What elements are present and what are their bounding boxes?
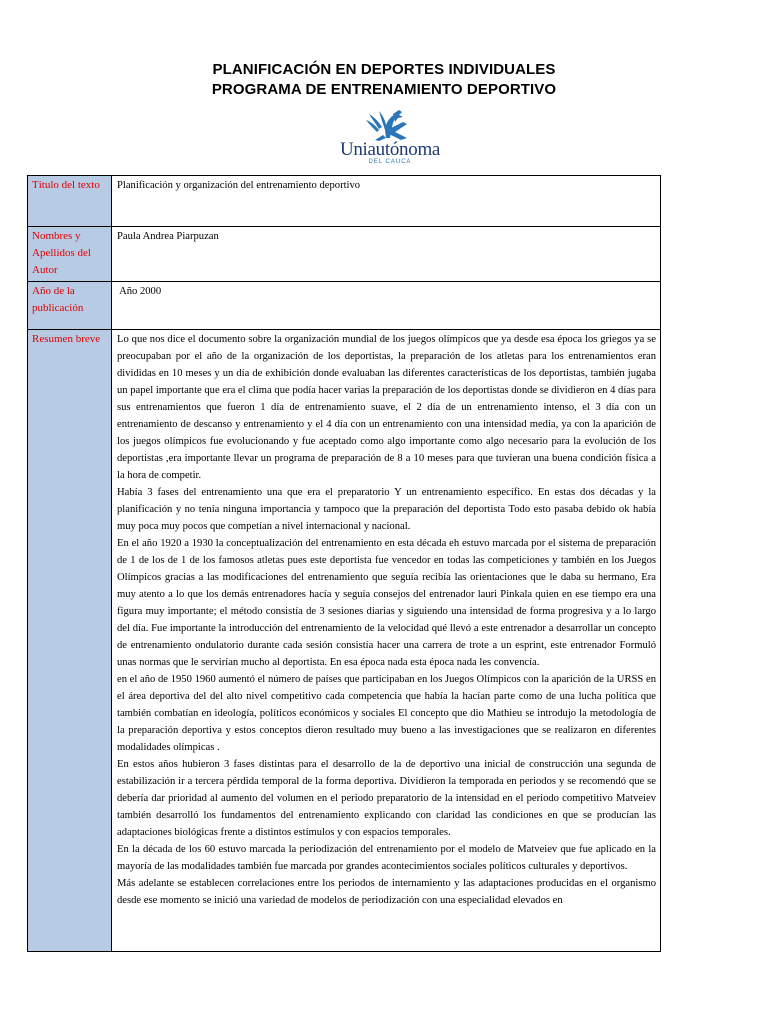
row-label-summary: Resumen breve — [28, 330, 112, 952]
summary-paragraph: Más adelante se establecen correlaciones entre los periodos de internamiento y las adaptaciones producidas en el organismo desde ese momento se inició una variedad de modelos de periodización con una especialidad elevados en — [117, 878, 656, 906]
summary-paragraph: En la década de los 60 estuvo marcada la periodización del entrenamiento por el modelo de Matveiev que fue aplicado en la mayoría de las modalidades también fue marcada por grandes acontecimientos sociales políticos culturales y deportivos. — [117, 844, 656, 872]
logo-subtitle: DEL CAUCA — [368, 159, 412, 165]
summary-paragraph: En estos años hubieron 3 fases distintas para el desarrollo de la de deportivo una inicial de construcción una segunda de estabilización ir a tercera pérdida temporal de la forma deportiva. Dividieron la temporada en periodos y se recomendó que se debería dar prioridad al aumento del volumen en el periodo preparatorio de la intensidad en el periodo competitivo Matveiev también desarrolló los fundamentos del entrenamiento explicando con claridad las condiciones en que se producían las adaptaciones biológicas frente a distintos estímulos y con espacios temporales. — [117, 759, 656, 838]
table-row — [28, 330, 661, 952]
row-label-author: Nombres y Apellidos del Autor — [28, 227, 112, 282]
summary-paragraph: en el año de 1950 1960 aumentó el número de países que participaban en los Juegos Olímpicos con la aparición de la URSS en el área deportiva del del alto nivel competitivo cada competencia que había la hacían parte como de una lucha política que también combatían en ideología, políticos económicos y sociales El concepto que dio Mathieu se introdujo la metodología de la preparación deportiva y estos conceptos dieron resultado muy bueno a las investigaciones que se realizaron en diferentes modalidades olímpicas . — [117, 674, 656, 753]
table-row — [28, 282, 661, 330]
row-label-title: Título del texto — [28, 176, 112, 227]
page-title-line1: PLANIFICACIÓN EN DEPORTES INDIVIDUALES — [212, 61, 556, 78]
summary-paragraph: Había 3 fases del entrenamiento una que era el preparatorio Y un entrenamiento específico. En estas dos décadas y la planificación y no tenía ninguna importancia y tampoco que la preparación del deportista Todo esto pasaba debido ok había muy poca muy pocos que competían a nivel internacional y nacional. — [117, 487, 656, 532]
university-logo — [330, 108, 450, 168]
table-row — [28, 176, 661, 227]
row-value-year: Año 2000 — [112, 282, 661, 330]
row-label-year: Año de la publicación — [28, 282, 112, 330]
row-value-title: Planificación y organización del entrenamiento deportivo — [112, 176, 661, 227]
logo-wordmark: Uniautónoma — [339, 139, 441, 160]
row-value-summary — [112, 330, 661, 952]
griffin-icon — [355, 108, 425, 142]
page-title-line2: PROGRAMA DE ENTRENAMIENTO DEPORTIVO — [211, 81, 557, 98]
row-value-author: Paula Andrea Piarpuzan — [112, 227, 661, 282]
table-row — [28, 227, 661, 282]
summary-paragraph: En el año 1920 a 1930 la conceptualización del entrenamiento en esta década eh estuvo marcada por el sistema de preparación de 1 de los de 1 de los famosos atletas pues este deportista fue vencedor en todas las competiciones y también en los Juegos Olímpicos gracias a las modificaciones del entrenamiento que seguía recibía las orientaciones que le daba su hermano, Era muy atento a lo que los demás entrenadores hacía y seguía consejos del entrenador lauri Pinkala quien en ese tiempo era una figura muy importante; el método consistía de 3 sesiones diarias y siguiendo una intensidad de forma progresiva y a lo largo del día. Fue importante la introducción del entrenamiento de la velocidad qué llevó a este entrenador a desarrollar un concepto de entrenamiento ondulatorio durante cada sesión consistía hacer una carrera de trote a un esprint, este entrenador Formuló unas normas que le servirían mucho al deportista. En esa época nada esta época nada les convencía. — [117, 538, 656, 668]
document-info-table — [27, 175, 661, 952]
summary-paragraph: Lo que nos dice el documento sobre la organización mundial de los juegos olímpicos que ya desde esa época los griegos ya se preocupaban por el año de la organización de los deportistas, la preparación de los atletas para los entrenamientos eran divididas en 10 meses y un día de exhibición donde evaluaban las diferentes características de los deportistas, también jugaba un papel importante que era el clima que podía hacer varias la preparación de los deportistas donde se dividieron en 4 días para sus entrenamientos que fueron 1 día de entrenamiento suave, el 2 día de un entrenamiento intenso, el 3 día con un entrenamiento de descanso y entrenamiento y el 4 día con un entrenamiento con una intensidad media, ya con la aparición de los juegos olímpicos fue evolucionando y fue aceptado como algo importante como algo necesario para la evolución de los deportistas ,era importante llevar un programa de preparación de 8 a 10 meses para que tuvieran una buena condición física a la hora de competir. — [117, 334, 656, 481]
